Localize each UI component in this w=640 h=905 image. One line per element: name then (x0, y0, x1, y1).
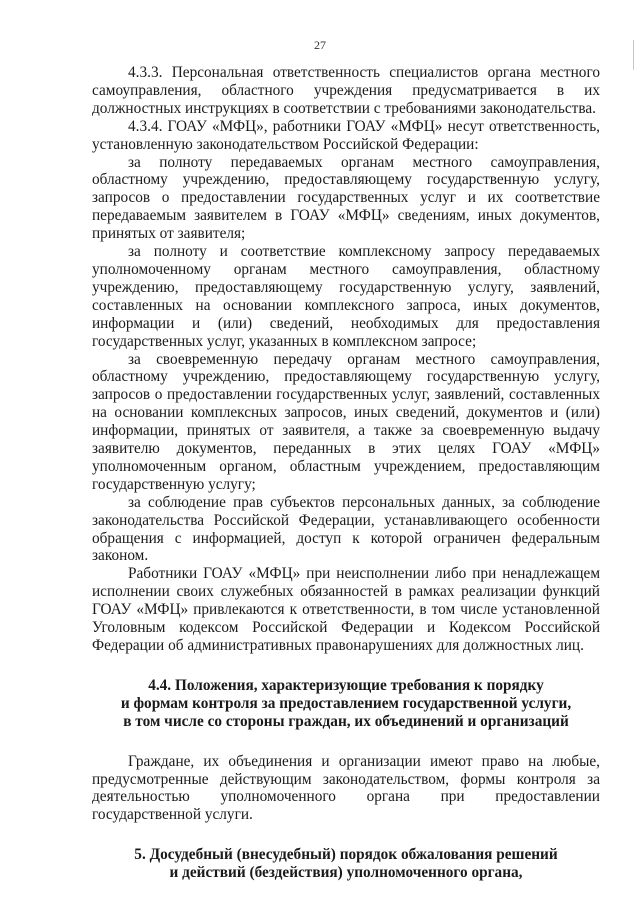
heading-line: и действий (бездействия) уполномоченного органа, (169, 864, 523, 882)
spacer (92, 824, 600, 846)
paragraph-4-3-4: 4.3.4. ГОАУ «МФЦ», работники ГОАУ «МФЦ» несут ответственность, установленную законодательством Российской Федерации: (92, 117, 600, 153)
heading-line: 5. Досудебный (внесудебный) порядок обжалования решений (134, 846, 558, 864)
list-item: за соблюдение прав субъектов персональных данных, за соблюдение законодательства Российской Федерации, устанавливающего особенности обращения с информацией, доступ к которой ограничен федеральным законом. (92, 493, 600, 565)
heading-line: и формам контроля за предоставлением государственной услуги, (120, 694, 572, 712)
section-heading-5 (92, 846, 600, 882)
paragraph-4-4: Граждане, их объединения и организации имеют право на любые, предусмотренные действующим законодательством, формы контроля за деятельностью уполномоченного органа при предоставлении государственной услуги. (92, 752, 600, 824)
paragraph-4-3-3: 4.3.3. Персональная ответственность специалистов органа местного самоуправления, областного учреждения предусматривается в их должностных инструкциях в соответствии с требованиями законодательства. (92, 64, 600, 117)
paragraph-mfc-responsibility: Работники ГОАУ «МФЦ» при неисполнении либо при ненадлежащем исполнении своих служебных обязанностей в рамках реализации функций ГОАУ «МФЦ» привлекаются к ответственности, в том числе установленной Уголовным кодексом Российской Федерации и Кодексом Российской Федерации об административных правонарушениях для должностных лиц. (92, 565, 600, 654)
heading-line: в том числе со стороны граждан, их объединений и организаций (123, 712, 569, 730)
spacer (92, 731, 600, 753)
document-body (92, 64, 600, 882)
list-item: за полноту и соответствие комплексному запросу передаваемых уполномоченному органам местного самоуправления, областному учреждению, предоставляющему государственную услугу, заявлений, составленных на основании комплексного запроса, иных документов, информации и (или) сведений, необходимых для предоставления государственных услуг, указанных в комплексном запросе; (92, 243, 600, 350)
list-item: за своевременную передачу органам местного самоуправления, областному учреждению, предоставляющему государственную услугу, запросов о предоставлении государственных услуг, заявлений, составленных на основании комплексных запросов, иных сведений, документов и (или) информации, принятых от заявителя, а также за своевременную выдачу заявителю документов, переданных в этих целях ГОАУ «МФЦ» уполномоченным органом, областным учреждением, предоставляющим государственную услугу; (92, 350, 600, 493)
section-heading-4-4 (92, 677, 600, 731)
spacer (92, 655, 600, 677)
page-number: 27 (314, 38, 326, 52)
list-item: за полноту передаваемых органам местного самоуправления, областному учреждению, предоставляющему государственную услугу, запросов о предоставлении государственных услуг и их соответствие передаваемым заявителем в ГОАУ «МФЦ» сведениям, иных документов, принятых от заявителя; (92, 153, 600, 243)
heading-line: 4.4. Положения, характеризующие требования к порядку (148, 676, 544, 694)
